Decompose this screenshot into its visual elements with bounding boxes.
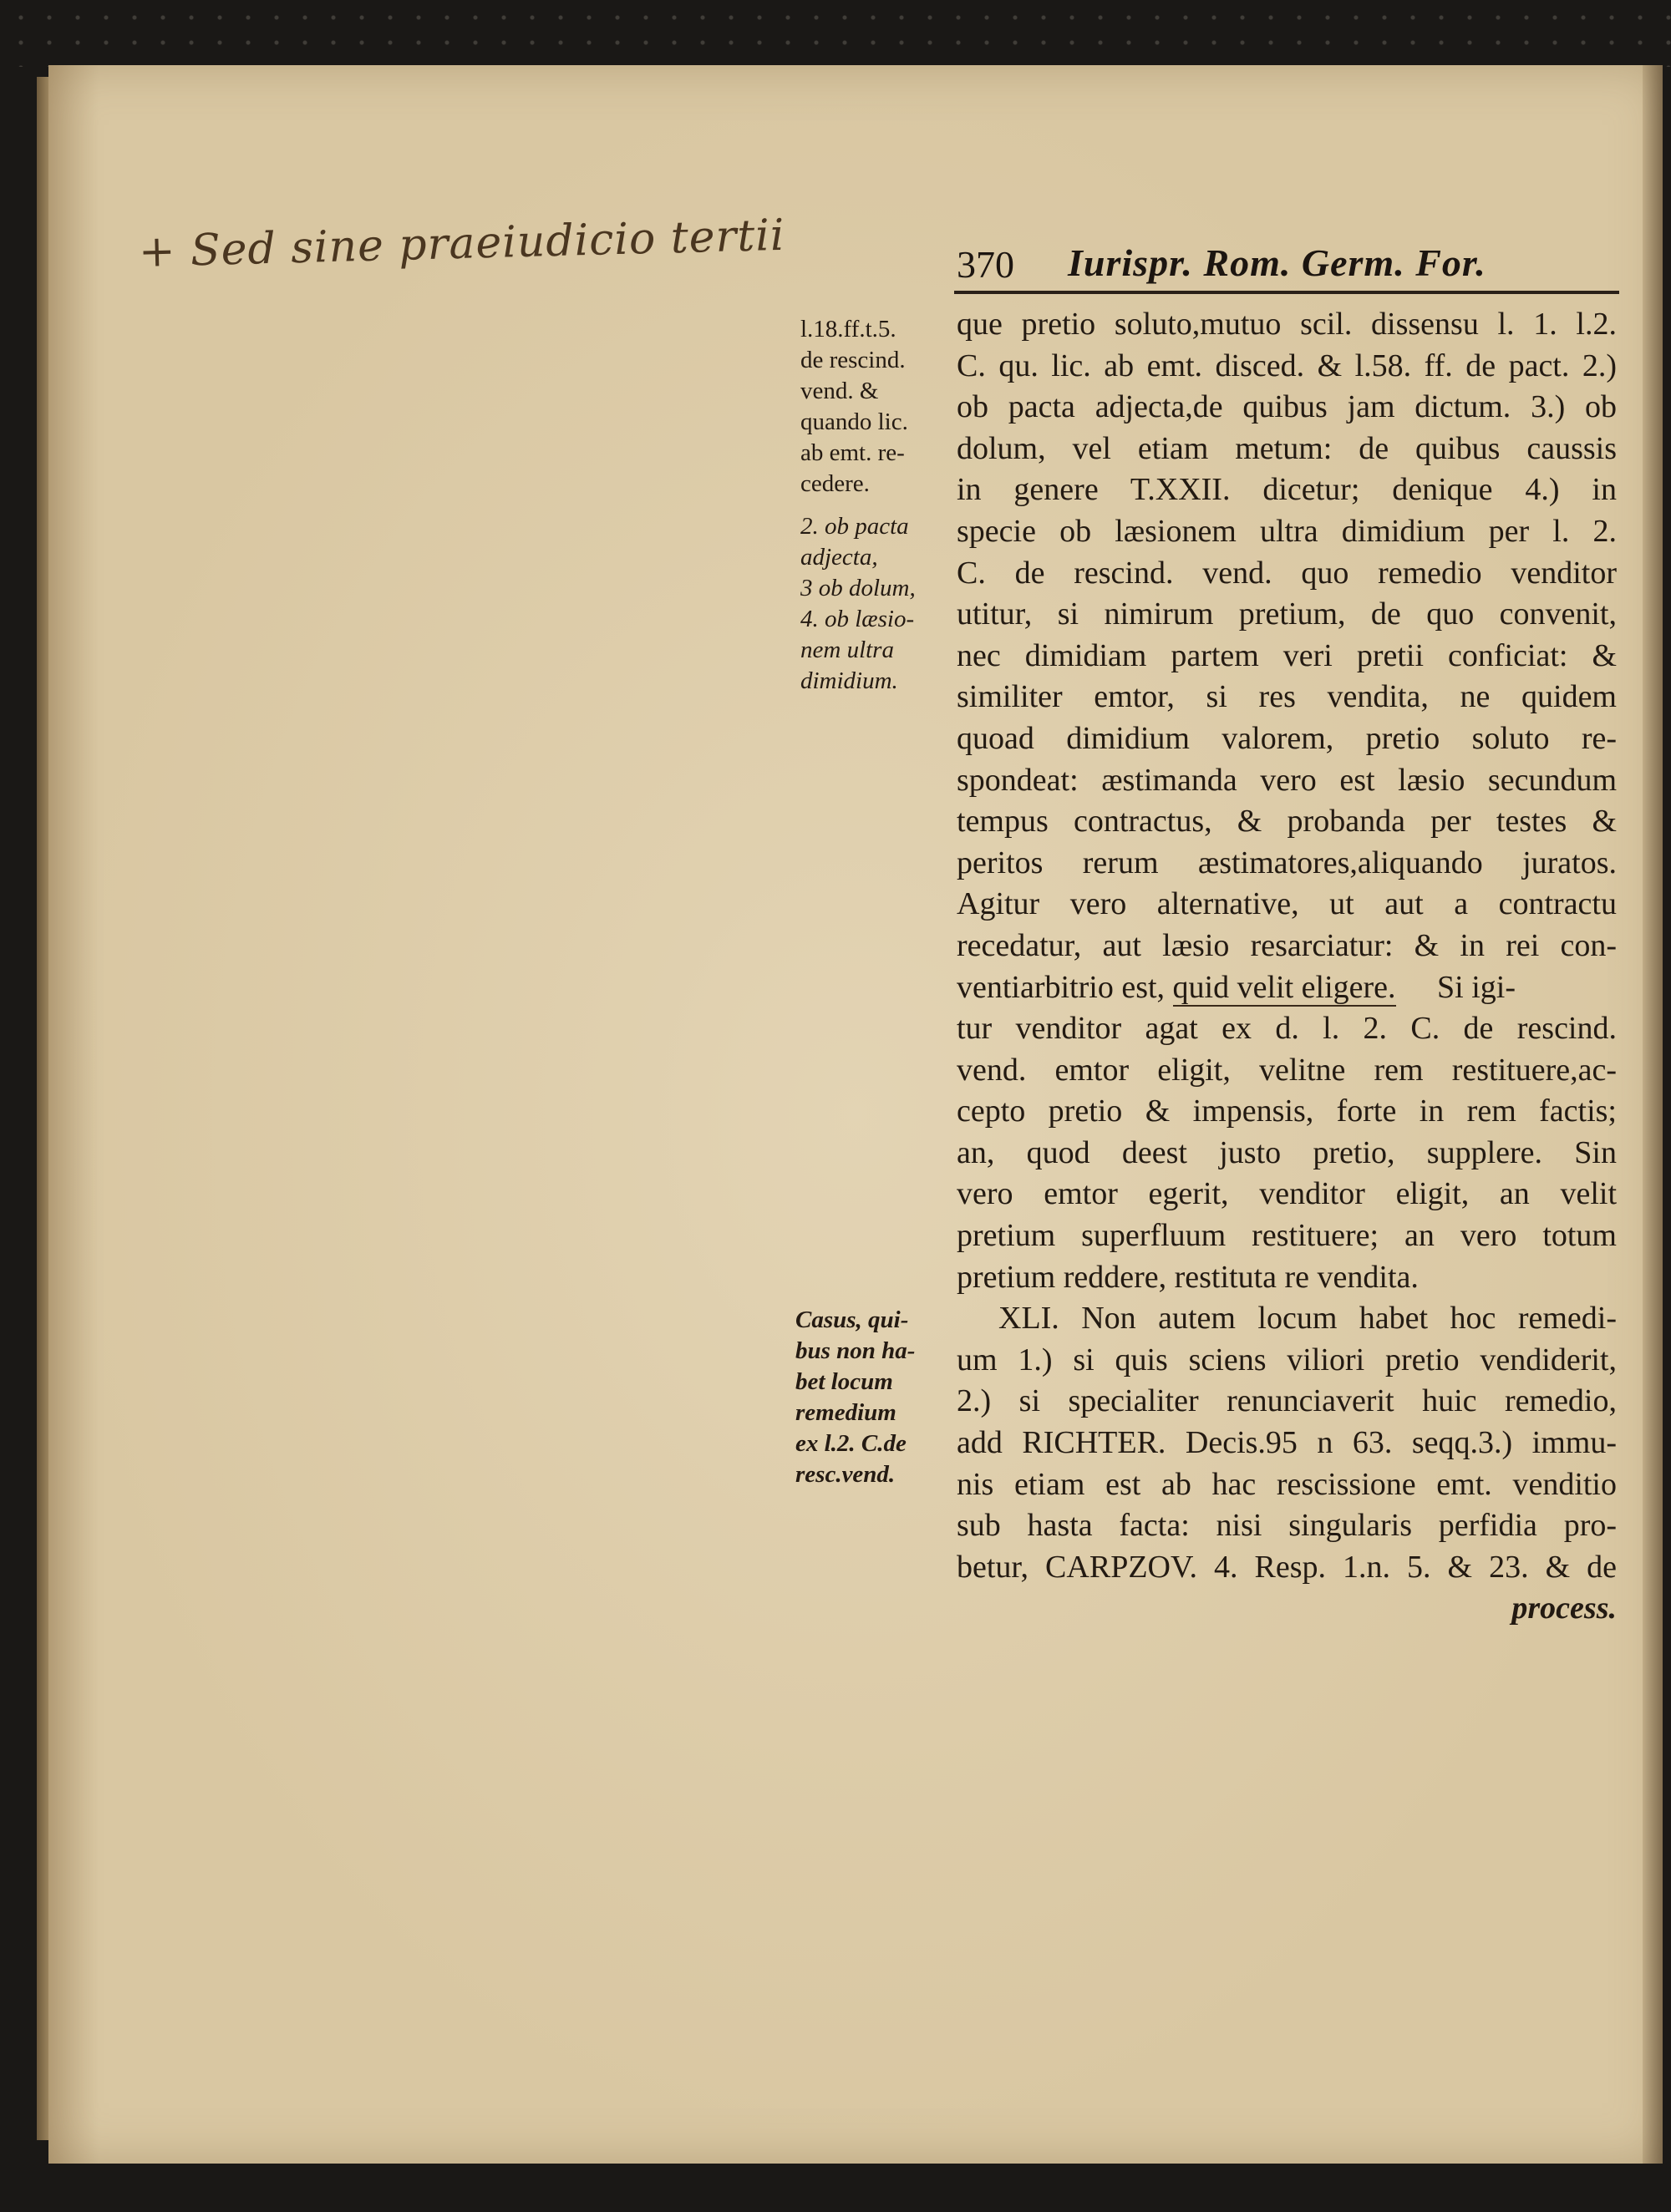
marginal-line: bet locum	[795, 1368, 893, 1395]
text-fragment: ventiarbitrio est,	[957, 969, 1166, 1005]
page-number: 370	[957, 243, 1014, 286]
marginal-line: resc.vend.	[795, 1461, 896, 1488]
text-line: recedatur, aut læsio resarciatur: & in rei con-	[957, 927, 1617, 963]
text-line: C. de rescind. vend. quo remedio venditor	[957, 555, 1617, 591]
text-line-with-underline	[957, 967, 1617, 1009]
marginal-note-casus	[795, 1305, 967, 1490]
text-line: C. qu. lic. ab emt. disced. & l.58. ff. de pact. 2.)	[957, 348, 1617, 383]
handwritten-annotation: + Sed sine praeiudicio tertii	[138, 210, 786, 277]
page-gutter-shadow	[1643, 65, 1663, 2164]
text-line: quoad dimidium valorem, pretio soluto re-	[957, 720, 1617, 756]
text-line: spondeat: æstimanda vero est læsio secundum	[957, 762, 1617, 798]
marginal-line: ab emt. re-	[800, 439, 905, 466]
text-fragment: Si igi-	[1437, 969, 1516, 1005]
text-line: an, quod deest justo pretio, supplere. Sin	[957, 1134, 1617, 1170]
text-line: tur venditor agat ex d. l. 2. C. de rescind.	[957, 1011, 1617, 1047]
running-title: Iurispr. Rom. Germ. For.	[1068, 241, 1486, 284]
marginal-line: l.18.ff.t.5.	[800, 316, 896, 342]
text-line: ob pacta adjecta,de quibus jam dictum. 3.) ob	[957, 389, 1617, 425]
marginal-line: 3 ob dolum,	[800, 575, 916, 601]
marginal-line: de rescind.	[800, 347, 906, 373]
text-line: add RICHTER. Decis.95 n 63. seqq.3.) immu-	[957, 1425, 1617, 1461]
marginal-line: cedere.	[800, 470, 870, 497]
marginal-line: quando lic.	[800, 408, 908, 435]
marginal-line: nem ultra	[800, 637, 894, 663]
text-line: betur, CARPZOV. 4. Resp. 1.n. 5. & 23. & de	[957, 1549, 1617, 1585]
underlined-phrase: quid velit eligere.	[1172, 969, 1396, 1005]
text-line: um 1.) si quis sciens viliori pretio vendiderit,	[957, 1342, 1617, 1377]
text-line: in genere T.XXII. dicetur; denique 4.) in	[957, 472, 1617, 508]
text-line: 2.) si specialiter renunciaverit huic remedio,	[957, 1383, 1617, 1419]
text-line: peritos rerum æstimatores,aliquando juratos.	[957, 845, 1617, 880]
marginal-line: bus non ha-	[795, 1337, 916, 1364]
text-line: que pretio soluto,mutuo scil. dissensu l. 1. l.2.	[957, 307, 1617, 342]
section-heading-line: XLI. Non autem locum habet hoc remedi-	[998, 1301, 1617, 1337]
text-line: cepto pretio & impensis, forte in rem factis;	[957, 1093, 1617, 1129]
text-line: similiter emtor, si res vendita, ne quidem	[957, 679, 1617, 715]
text-line: tempus contractus, & probanda per testes &	[957, 804, 1617, 840]
text-line: nis etiam est ab hac rescissione emt. venditio	[957, 1466, 1617, 1502]
marginal-note-rescind	[800, 314, 972, 500]
text-line: vend. emtor eligit, velitne rem restituere,ac-	[957, 1052, 1617, 1088]
text-line: pretium superfluum restituere; an vero totum	[957, 1218, 1617, 1254]
text-line: dolum, vel etiam metum: de quibus caussis	[957, 430, 1617, 466]
text-line: vero emtor egerit, venditor eligit, an velit	[957, 1176, 1617, 1212]
text-line: Agitur vero alternative, ut aut a contractu	[957, 886, 1617, 922]
marginal-line: adjecta,	[800, 544, 878, 571]
marginal-line: dimidium.	[800, 667, 898, 694]
text-line: sub hasta facta: nisi singularis perfidia pro-	[957, 1508, 1617, 1544]
marginal-line: vend. &	[800, 378, 879, 404]
text-line: utitur, si nimirum pretium, de quo convenit,	[957, 596, 1617, 632]
marginal-note-grounds	[800, 511, 972, 697]
text-line: specie ob læsionem ultra dimidium per l. 2.	[957, 513, 1617, 549]
text-line: nec dimidiam partem veri pretii conficiat: &	[957, 637, 1617, 673]
scanner-background	[0, 0, 1671, 67]
body-text	[957, 304, 1617, 1630]
marginal-line: Casus, qui-	[795, 1306, 909, 1333]
catchword: process.	[1511, 1591, 1617, 1626]
marginal-line: 2. ob pacta	[800, 513, 909, 540]
header-rule	[954, 291, 1619, 294]
marginal-line: ex l.2. C.de	[795, 1430, 907, 1457]
marginal-line: remedium	[795, 1399, 896, 1426]
marginal-line: 4. ob læsio-	[800, 606, 915, 632]
text-line: pretium reddere, restituta re vendita.	[957, 1259, 1419, 1295]
